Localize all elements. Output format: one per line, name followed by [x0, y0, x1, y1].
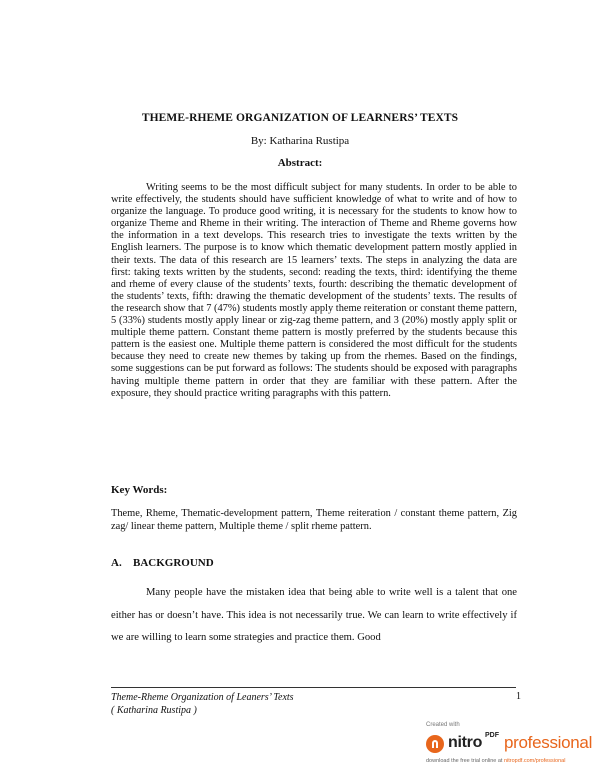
abstract-heading: Abstract:: [277, 157, 323, 169]
abstract-paragraph: Writing seems to be the most difficult subject for many students. In order to be able to write effectively, the students should have sufficient knowledge of what to write and of how to organize the language. To produce good writing, it is necessary for the students to know how to organize Theme and Rheme in their writing. The interaction of Theme and Rheme governs how the information in a text develops. This research tries to investigate the texts written by the English learners. The purpose is to know which thematic development pattern mostly applied in their texts. The data of this research are 15 learners’ texts. The steps in analyzing the data are first: taking texts written by the students, second: reading the texts, third: identifying the theme and rheme of every clause of the students’ texts, fourth: describing the thematic development of the students’ texts, fifth: drawing the thematic development of the students’ texts. The results of the research show that 7 (47%) students mostly apply theme reiteration or constant theme pattern, 5 (33%) students mostly apply linear or zig-zag theme pattern, and 3 (20%) mostly apply split or multiple theme pattern. Constant theme pattern is mostly preferred by the students because this pattern is the easiest one. Multiple theme pattern is considered the most difficult for the students because they need to create new themes by taking up from the rhemes. Based on the findings, some suggestions can be put forward as follows: The students should be exposed with paragraphs having multiple theme pattern in order that they are familiar with these pattern. After the exposure, they should practice writing paragraphs with this pattern.: [111, 182, 517, 399]
footer-running-title: Theme-Rheme Organization of Leaners’ Texts: [111, 692, 294, 703]
paper-title: THEME-RHEME ORGANIZATION OF LEARNERS’ TEXTS: [141, 112, 459, 124]
keywords-heading: Key Words:: [111, 484, 168, 496]
section-title: BACKGROUND: [133, 557, 214, 569]
author-byline: By: Katharina Rustipa: [250, 135, 350, 147]
watermark-brand-sup: PDF: [485, 732, 499, 739]
nitro-logo-icon: [426, 735, 444, 753]
watermark-download: [426, 758, 565, 764]
section-number: A.: [111, 557, 122, 569]
background-paragraph: Many people have the mistaken idea that being able to write well is a talent that one either has or doesn’t have. This idea is not necessarily true. We can learn to write effectively if we are willing to learn some strategies and practice them. Good: [111, 587, 517, 643]
watermark-download-link[interactable]: nitropdf.com/professional: [503, 758, 566, 764]
watermark-brand: nitro: [448, 734, 483, 751]
footer-divider: [111, 687, 516, 688]
watermark-product: professional: [504, 733, 593, 752]
nitro-watermark: [424, 722, 600, 772]
watermark-created-with: Created with: [426, 722, 460, 728]
page-number: 1: [516, 691, 521, 702]
section-heading: [111, 557, 214, 569]
keywords-paragraph: Theme, Rheme, Thematic-development pattern, Theme reiteration / constant theme pattern, Zig zag/ linear theme pattern, Multiple theme / split rheme pattern.: [111, 508, 517, 532]
footer-running-author: ( Katharina Rustipa ): [111, 705, 197, 716]
watermark-download-text: download the free trial online at: [426, 758, 503, 764]
